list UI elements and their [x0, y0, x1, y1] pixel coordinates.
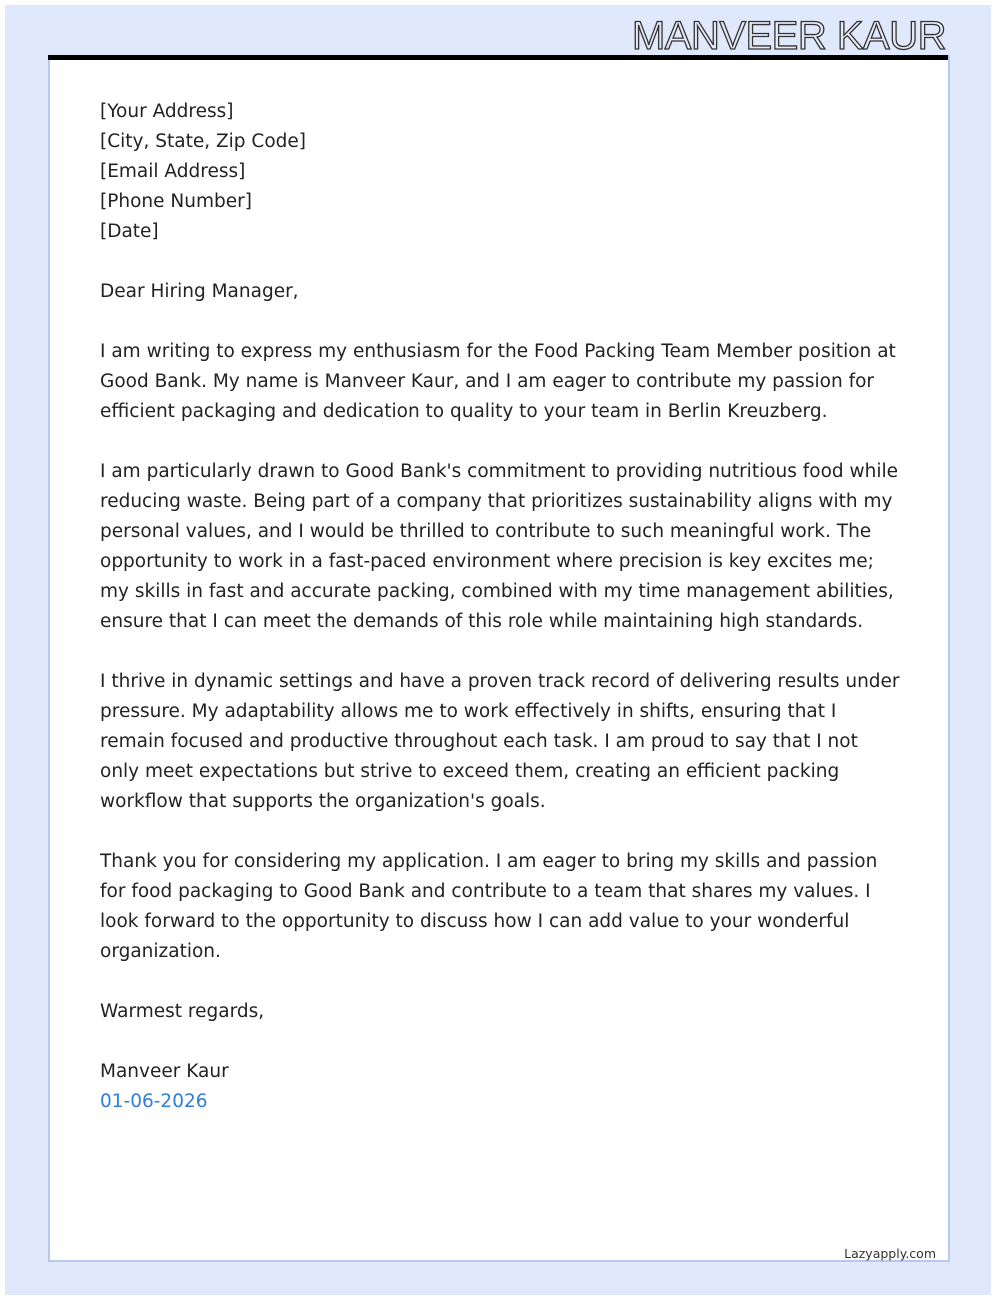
salutation: Dear Hiring Manager,	[100, 281, 299, 302]
sender-email: [Email Address]	[100, 161, 246, 182]
spacer	[100, 247, 900, 277]
spacer	[100, 307, 900, 337]
spacer	[100, 967, 900, 997]
signature-date: 01-06-2026	[100, 1091, 208, 1112]
sender-city-state-zip: [City, State, Zip Code]	[100, 131, 306, 152]
spacer	[100, 817, 900, 847]
closing-phrase: Warmest regards,	[100, 1001, 265, 1022]
applicant-name-heading: MANVEER KAUR	[631, 14, 946, 58]
paragraph-closing: Thank you for considering my application. I am eager to bring my skills and passion for food packaging to Good Bank and contribute to a team that shares my values. I look forward to the opportunity to discuss how I can add value to your wonderful organization.	[100, 851, 878, 962]
sender-address: [Your Address]	[100, 101, 234, 122]
cover-letter-body	[100, 97, 900, 1117]
sender-phone: [Phone Number]	[100, 191, 252, 212]
signature-name: Manveer Kaur	[100, 1061, 229, 1082]
paragraph-introduction: I am writing to express my enthusiasm for the Food Packing Team Member position at Good Bank. My name is Manveer Kaur, and I am eager to contribute my passion for efficient packaging and dedication to quality to your team in Berlin Kreuzberg.	[100, 341, 896, 422]
sender-block	[100, 97, 900, 247]
spacer	[100, 427, 900, 457]
footer-brand: Lazyapply.com	[844, 1246, 936, 1261]
sender-date: [Date]	[100, 221, 159, 242]
spacer	[100, 1027, 900, 1057]
spacer	[100, 637, 900, 667]
paragraph-experience: I thrive in dynamic settings and have a proven track record of delivering results under pressure. My adaptability allows me to work effectively in shifts, ensuring that I remain focused and productive throughout each task. I am proud to say that I not only meet expectations but strive to exceed them, creating an efficient packing workflow that supports the organization's goals.	[100, 671, 900, 812]
paragraph-motivation: I am particularly drawn to Good Bank's commitment to providing nutritious food while reducing waste. Being part of a company that prioritizes sustainability aligns with my personal values, and I would be thrilled to contribute to such meaningful work. The opportunity to work in a fast-paced environment where precision is key excites me; my skills in fast and accurate packing, combined with my time management abilities, ensure that I can meet the demands of this role while maintaining high standards.	[100, 461, 899, 632]
